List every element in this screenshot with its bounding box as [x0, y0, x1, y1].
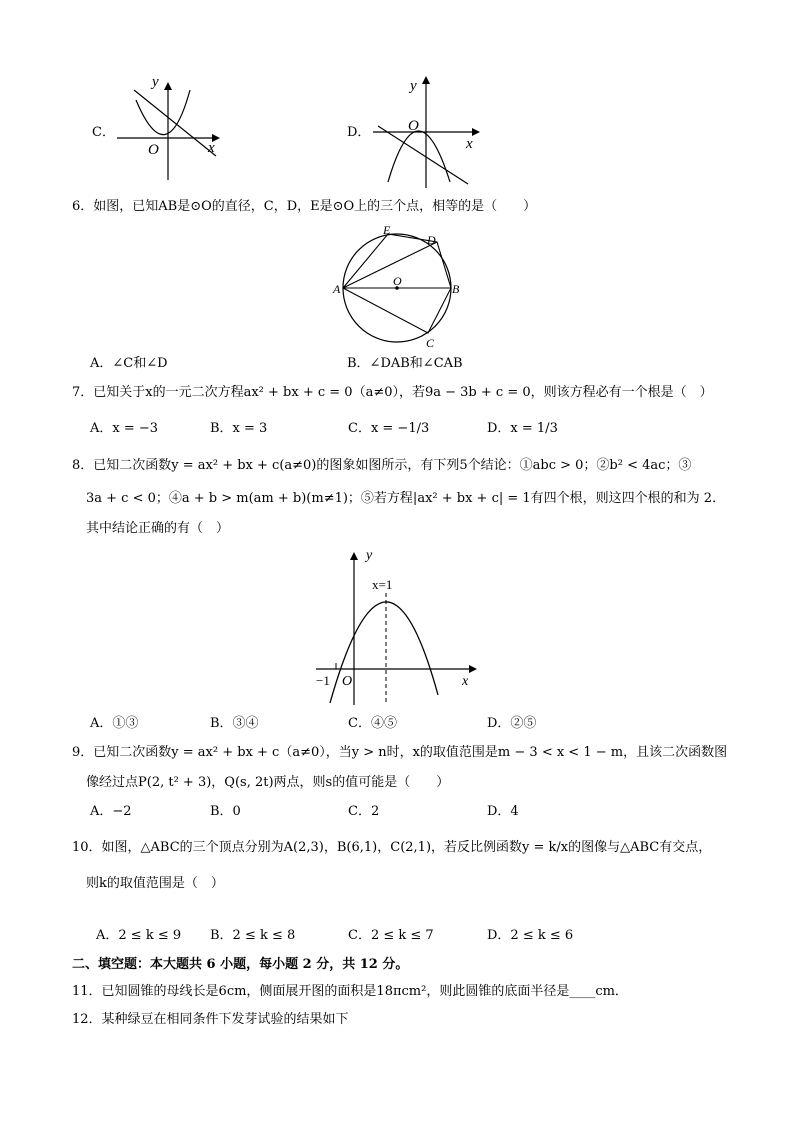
fig-d-x: x: [466, 136, 473, 152]
q8-graph-y: y: [366, 548, 373, 563]
q8-parabola-graph: [312, 545, 480, 707]
q7-option-a: A．x = −3: [90, 421, 159, 436]
q10-line2: 则k的取值范围是（ ）: [86, 876, 224, 891]
q8-line1: 8．已知二次函数y = ax² + bx + c(a≠0)的图象如图所示，有下列5个结论：①abc > 0；②b² < 4ac；③: [72, 458, 692, 473]
fig-d-y: y: [410, 78, 417, 94]
q6-text: 6．如图，已知AB是⊙O的直径，C，D，E是⊙O上的三个点，相等的是（ ）: [72, 199, 537, 214]
q10-line1: 10．如图，△ABC的三个顶点分别为A(2,3)，B(6,1)，C(2,1)，若反比例函数y = k/x的图像与△ABC有交点，: [72, 840, 712, 855]
q6-label-o: O: [393, 274, 402, 288]
fig-c-o: O: [148, 142, 159, 158]
q8-line2: 3a + c < 0；④a + b > m(am + b)(m≠1)；⑤若方程|ax² + bx + c| = 1有四个根，则这四个根的和为 2．: [86, 491, 726, 506]
section2-heading: 二、填空题：本大题共 6 小题，每小题 2 分，共 12 分。: [72, 957, 409, 972]
q8-graph-neg1: −1: [316, 673, 330, 688]
q9-line1: 9．已知二次函数y = ax² + bx + c（a≠0），当y > n时，x的取值范围是m − 3 < x < 1 − m，且该二次函数图: [72, 745, 728, 760]
q9-option-b: B．0: [210, 804, 241, 819]
q6-label-b: B: [452, 282, 460, 296]
q8-line3: 其中结论正确的有（ ）: [86, 521, 230, 536]
q9-option-c: C．2: [348, 804, 380, 819]
q8-option-b: B．③④: [210, 716, 259, 731]
q9-line2: 像经过点P(2, t² + 3)，Q(s, 2t)两点，则s的值可能是（ ）: [86, 775, 450, 790]
q6-label-d: D: [427, 233, 436, 247]
q12-text: 12．某种绿豆在相同条件下发芽试验的结果如下: [72, 1012, 349, 1027]
q6-label-e: E: [383, 223, 391, 237]
q7-text: 7．已知关于x的一元二次方程ax² + bx + c = 0（a≠0），若9a − 3b + c = 0，则该方程必有一个根是（ ）: [72, 385, 713, 400]
q8-option-d: D．②⑤: [487, 716, 537, 731]
q10-option-a: A．2 ≤ k ≤ 9: [96, 928, 182, 943]
q6-option-a: A．∠C和∠D: [90, 356, 168, 371]
q10-option-d: D．2 ≤ k ≤ 6: [487, 928, 574, 943]
option-d-label: D．: [347, 125, 371, 140]
q8-option-c: C．④⑤: [348, 716, 397, 731]
q7-option-d: D．x = 1/3: [487, 421, 558, 436]
q10-option-c: C．2 ≤ k ≤ 7: [348, 928, 434, 943]
fig-c-y: y: [152, 74, 159, 90]
figure-c-graph: [112, 70, 224, 182]
q10-option-b: B．2 ≤ k ≤ 8: [210, 928, 296, 943]
q6-label-c: C: [426, 336, 435, 350]
q8-graph-o: O: [342, 674, 353, 689]
q9-option-d: D．4: [487, 804, 519, 819]
q8-graph-axis: x=1: [372, 577, 393, 592]
q6-option-b: B．∠DAB和∠CAB: [347, 356, 463, 371]
figure-d-graph: [368, 70, 482, 190]
q6-label-a: A: [333, 282, 341, 296]
q7-option-c: C．x = −1/3: [348, 421, 430, 436]
q6-circle-figure: [330, 222, 470, 350]
fig-c-x: x: [208, 140, 215, 156]
q11-text: 11．已知圆锥的母线长是6cm，侧面展开图的面积是18πcm²，则此圆锥的底面半径是____cm．: [72, 984, 628, 999]
q8-graph-x: x: [462, 674, 469, 689]
q8-option-a: A．①③: [90, 716, 139, 731]
option-c-label: C．: [92, 125, 115, 140]
q9-option-a: A．−2: [90, 804, 132, 819]
fig-d-o: O: [408, 118, 419, 134]
q7-option-b: B．x = 3: [210, 421, 268, 436]
